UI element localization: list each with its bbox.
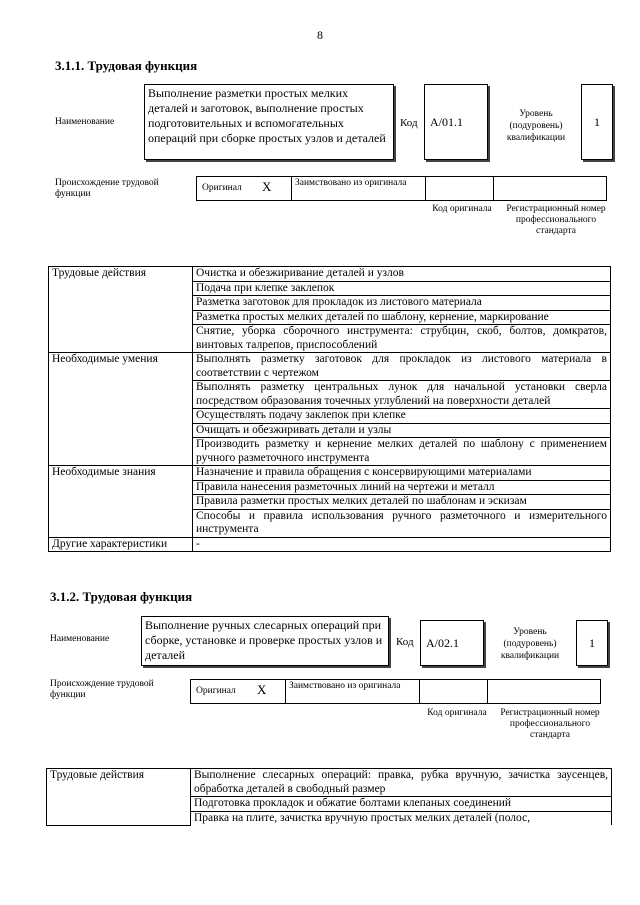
function-name-box (141, 616, 389, 666)
reg-number-cell (493, 176, 607, 201)
skill-item: Производить разметку и кернение мелких деталей по шаблону с применением ручного разметочного инструмента (193, 438, 611, 466)
labor-action-item: Выполнение слесарных операций: правка, рубка вручную, зачистка заусенцев, обработка деталей в свободный размер (191, 769, 612, 797)
knowledge-item: Способы и правила использования ручного разметочного и измерительного инструмента (193, 509, 611, 537)
level-label: Уровень (подуровень) квалификации (500, 627, 560, 661)
level-box (576, 620, 608, 666)
original-cell (190, 679, 286, 704)
table-row (47, 769, 612, 797)
page-number: 8 (317, 28, 323, 42)
function-name: Выполнение разметки простых мелких деталей и заготовок, выполнение простых подготовительных и вспомогательных операций при сборке простых узлов и деталей (148, 86, 386, 145)
original-mark: X (257, 682, 267, 697)
table-row (49, 353, 611, 381)
level-label: Уровень (подуровень) квалификации (506, 109, 566, 143)
code-original-label: Код оригинала (427, 708, 487, 718)
section-title: 3.1.1. Трудовая функция (55, 58, 198, 73)
name-label: Наименование (55, 117, 115, 127)
origin-label: Происхождение трудовой функции (50, 679, 154, 700)
code-original-cell (425, 176, 494, 201)
knowledge-item: Назначение и правила обращения с консервирующими материалами (193, 466, 611, 481)
other-label: Другие характеристики (49, 537, 193, 552)
borrowed-label: Заимствовано из оригинала (295, 178, 407, 188)
origin-row (197, 176, 607, 201)
function-table (48, 266, 611, 552)
skill-item: Выполнять разметку заготовок для прокладок из листового материала в соответствии с чертежом (193, 353, 611, 381)
original-mark: X (262, 179, 272, 194)
function-table (46, 768, 612, 826)
labor-action-item: Подготовка прокладок и обжатие болтами клепаных соединений (191, 797, 612, 812)
level-value: 1 (594, 114, 600, 129)
skill-item: Осуществлять подачу заклепок при клепке (193, 409, 611, 424)
knowledge-label: Необходимые знания (49, 466, 193, 538)
labor-action-item: Разметка простых мелких деталей по шаблону, кернение, маркирование (193, 310, 611, 325)
code-value: A/02.1 (426, 635, 459, 650)
section-title: 3.1.2. Трудовая функция (50, 589, 193, 604)
original-label: Оригинал (196, 686, 236, 696)
table-row (49, 466, 611, 481)
labor-action-item: Правка на плите, зачистка вручную простых мелких деталей (полос, (191, 811, 612, 825)
original-label: Оригинал (202, 183, 242, 193)
origin-row (191, 679, 601, 704)
code-label: Код (396, 636, 414, 648)
level-box (581, 84, 613, 160)
reg-number-cell (487, 679, 601, 704)
labor-action-item: Разметка заготовок для прокладок из листового материала (193, 296, 611, 311)
level-value: 1 (589, 635, 595, 650)
knowledge-item: Правила разметки простых мелких деталей по шаблонам и эскизам (193, 495, 611, 510)
reg-number-label: Регистрационный номер профессионального стандарта (506, 204, 606, 236)
skill-item: Выполнять разметку центральных лунок для начальной установки сверла посредством образования точечных углублений на поверхности деталей (193, 381, 611, 409)
code-label: Код (400, 117, 418, 129)
table-row (49, 537, 611, 552)
borrowed-cell (291, 176, 426, 201)
labor-action-item: Снятие, уборка сборочного инструмента: струбцин, скоб, болтов, домкратов, винтовых талрепов, приспособлений (193, 325, 611, 353)
labor-actions-label: Трудовые действия (49, 267, 193, 353)
skills-label: Необходимые умения (49, 353, 193, 466)
other-value: - (193, 537, 611, 552)
knowledge-item: Правила нанесения разметочных линий на чертежи и металл (193, 480, 611, 495)
function-name: Выполнение ручных слесарных операций при сборке, установке и проверке простых узлов и деталей (145, 618, 383, 662)
code-original-cell (419, 679, 488, 704)
table-row (49, 267, 611, 282)
code-box (424, 84, 488, 160)
code-original-label: Код оригинала (432, 204, 492, 214)
code-value: A/01.1 (430, 114, 463, 129)
original-cell (196, 176, 292, 201)
labor-actions-label: Трудовые действия (47, 769, 191, 826)
labor-action-item: Очистка и обезжиривание деталей и узлов (193, 267, 611, 282)
borrowed-cell (285, 679, 420, 704)
reg-number-label: Регистрационный номер профессионального стандарта (500, 708, 600, 740)
function-name-box (144, 84, 394, 160)
skill-item: Очищать и обезжиривать детали и узлы (193, 423, 611, 438)
labor-action-item: Подача при клепке заклепок (193, 281, 611, 296)
code-box (420, 620, 484, 666)
borrowed-label: Заимствовано из оригинала (289, 681, 401, 691)
name-label: Наименование (50, 634, 110, 644)
origin-label: Происхождение трудовой функции (55, 178, 159, 199)
